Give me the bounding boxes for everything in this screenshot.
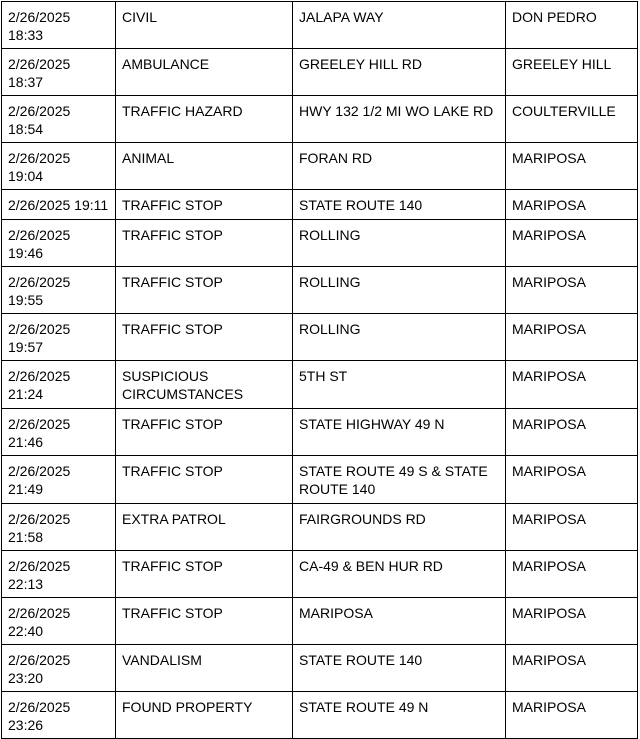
incident-type-cell: ANIMAL [116,143,293,190]
table-row [2,504,638,551]
city-cell: MARIPOSA [506,409,638,456]
table-row [2,361,638,409]
datetime-cell: 2/26/2025 18:54 [2,96,116,143]
city-cell: GREELEY HILL [506,49,638,96]
table-row [2,190,638,220]
datetime-cell: 2/26/2025 23:20 [2,645,116,692]
table-row [2,645,638,692]
location-cell: GREELEY HILL RD [293,49,506,96]
location-cell: STATE ROUTE 140 [293,645,506,692]
incident-type-cell: TRAFFIC STOP [116,456,293,504]
location-cell: STATE HIGHWAY 49 N [293,409,506,456]
location-cell: CA-49 & BEN HUR RD [293,551,506,598]
incident-type-cell: TRAFFIC STOP [116,267,293,314]
city-cell: MARIPOSA [506,504,638,551]
incident-type-cell: AMBULANCE [116,49,293,96]
table-row [2,598,638,645]
incident-type-cell: TRAFFIC STOP [116,190,293,220]
city-cell: MARIPOSA [506,456,638,504]
location-cell: ROLLING [293,314,506,361]
location-cell: STATE ROUTE 49 N [293,692,506,739]
datetime-cell: 2/26/2025 21:58 [2,504,116,551]
incident-type-cell: CIVIL [116,2,293,49]
datetime-cell: 2/26/2025 21:24 [2,361,116,409]
datetime-cell: 2/26/2025 19:55 [2,267,116,314]
location-cell: FAIRGROUNDS RD [293,504,506,551]
location-cell: ROLLING [293,220,506,267]
datetime-cell: 2/26/2025 21:49 [2,456,116,504]
datetime-cell: 2/26/2025 18:37 [2,49,116,96]
city-cell: COULTERVILLE [506,96,638,143]
city-cell: MARIPOSA [506,692,638,739]
incident-log-table [1,1,638,739]
table-row [2,96,638,143]
datetime-cell: 2/26/2025 22:13 [2,551,116,598]
location-cell: 5TH ST [293,361,506,409]
location-cell: ROLLING [293,267,506,314]
incident-type-cell: TRAFFIC STOP [116,220,293,267]
table-row [2,409,638,456]
table-row [2,314,638,361]
datetime-cell: 2/26/2025 19:57 [2,314,116,361]
table-row [2,2,638,49]
incident-type-cell: TRAFFIC HAZARD [116,96,293,143]
location-cell: FORAN RD [293,143,506,190]
table-row [2,692,638,739]
incident-type-cell: VANDALISM [116,645,293,692]
city-cell: MARIPOSA [506,598,638,645]
table-row [2,456,638,504]
incident-type-cell: TRAFFIC STOP [116,314,293,361]
datetime-cell: 2/26/2025 19:46 [2,220,116,267]
table-row [2,143,638,190]
incident-type-cell: TRAFFIC STOP [116,409,293,456]
city-cell: MARIPOSA [506,314,638,361]
city-cell: MARIPOSA [506,361,638,409]
location-cell: STATE ROUTE 49 S & STATE ROUTE 140 [293,456,506,504]
city-cell: MARIPOSA [506,267,638,314]
incident-type-cell: TRAFFIC STOP [116,551,293,598]
incident-type-cell: EXTRA PATROL [116,504,293,551]
city-cell: MARIPOSA [506,551,638,598]
incident-type-cell: FOUND PROPERTY [116,692,293,739]
location-cell: STATE ROUTE 140 [293,190,506,220]
datetime-cell: 2/26/2025 21:46 [2,409,116,456]
location-cell: MARIPOSA [293,598,506,645]
table-row [2,267,638,314]
table-row [2,49,638,96]
datetime-cell: 2/26/2025 18:33 [2,2,116,49]
table-row [2,551,638,598]
city-cell: MARIPOSA [506,190,638,220]
datetime-cell: 2/26/2025 19:04 [2,143,116,190]
city-cell: MARIPOSA [506,645,638,692]
location-cell: JALAPA WAY [293,2,506,49]
table-row [2,220,638,267]
incident-type-cell: TRAFFIC STOP [116,598,293,645]
city-cell: MARIPOSA [506,143,638,190]
datetime-cell: 2/26/2025 19:11 [2,190,116,220]
city-cell: MARIPOSA [506,220,638,267]
incident-type-cell: SUSPICIOUS CIRCUMSTANCES [116,361,293,409]
datetime-cell: 2/26/2025 22:40 [2,598,116,645]
datetime-cell: 2/26/2025 23:26 [2,692,116,739]
city-cell: DON PEDRO [506,2,638,49]
location-cell: HWY 132 1/2 MI WO LAKE RD [293,96,506,143]
